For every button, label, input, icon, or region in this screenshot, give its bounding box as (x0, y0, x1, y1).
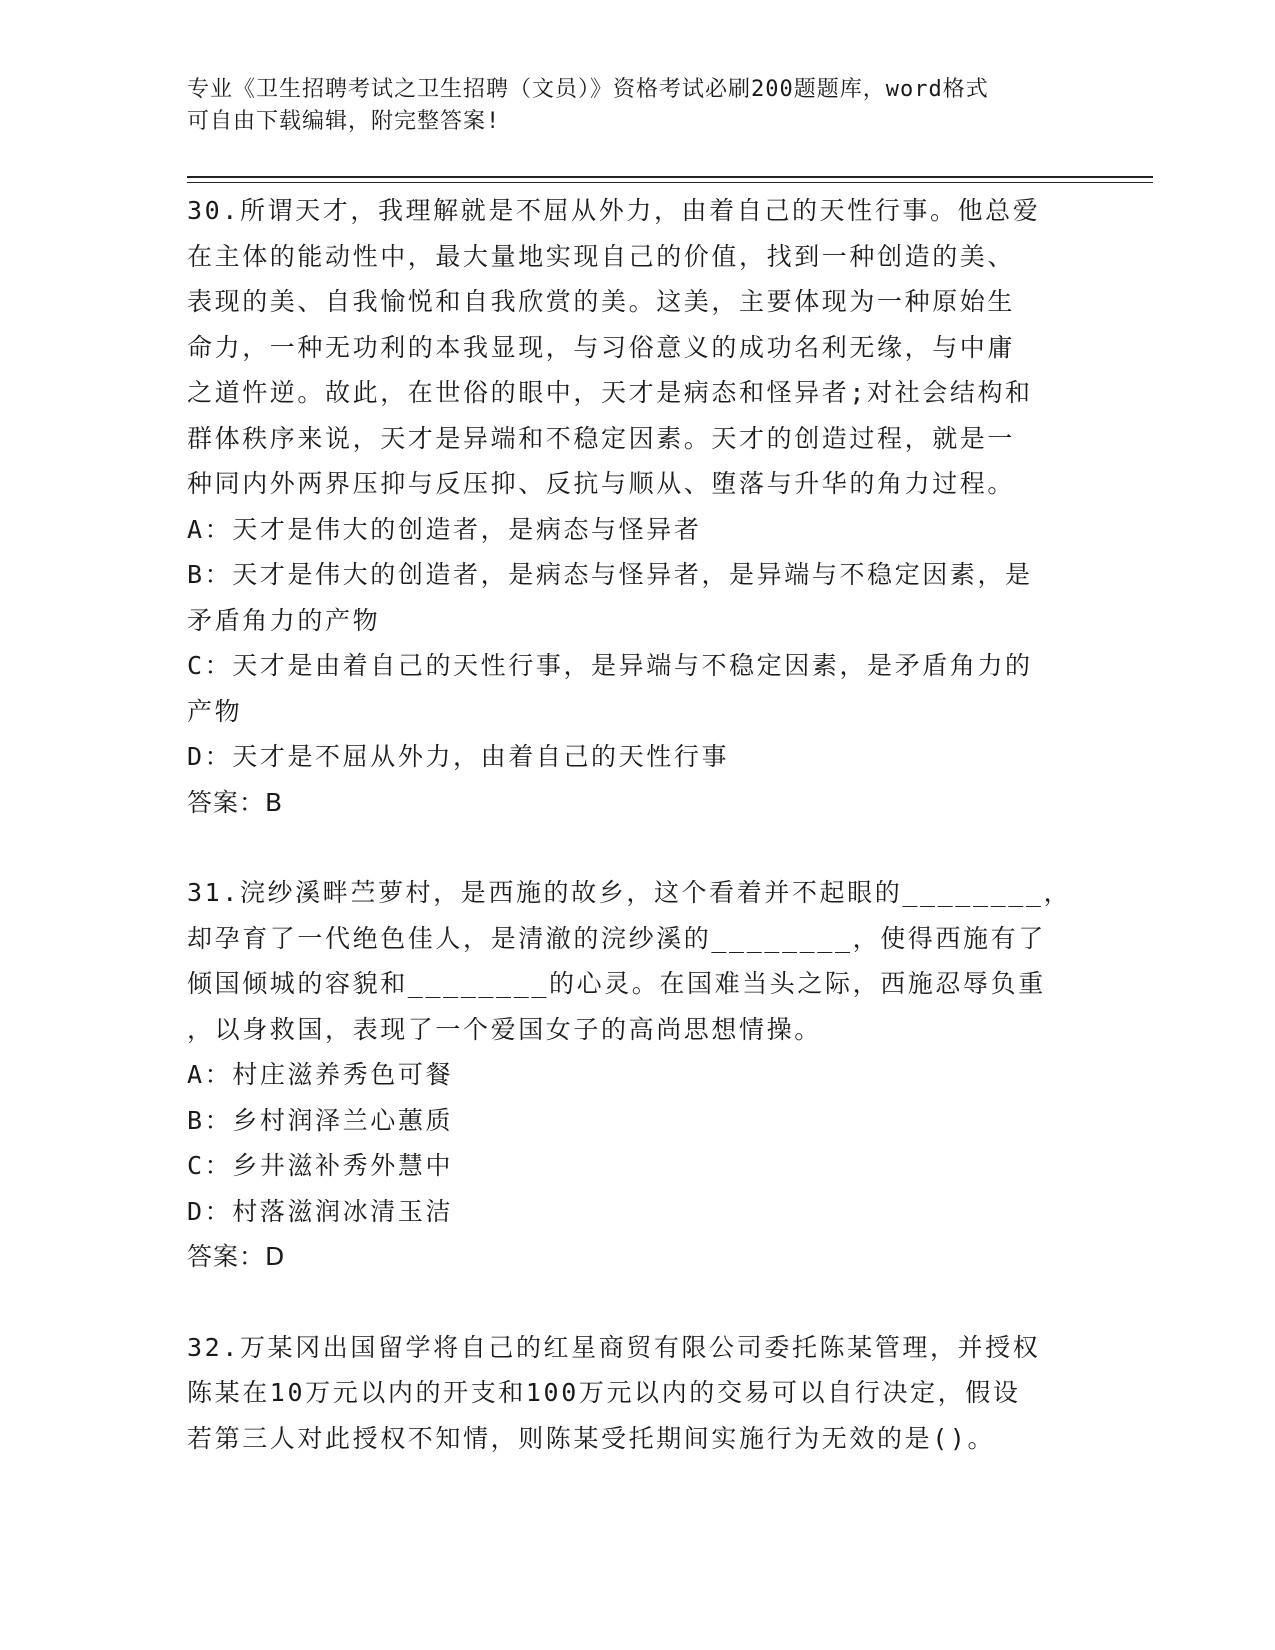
question-spacer (187, 825, 1077, 870)
header-divider-thick (187, 176, 1153, 178)
question-stem (187, 188, 1077, 507)
stem-line: 31.浣纱溪畔苎萝村，是西施的故乡，这个看着并不起眼的________， (187, 878, 1072, 907)
option-line: 矛盾角力的产物 (187, 605, 381, 635)
question-32 (187, 1325, 1077, 1462)
stem-line: 命力，一种无功利的本我显现，与习俗意义的成功名利无缘，与中庸 (187, 332, 1016, 362)
stem-line: 30.所谓天才，我理解就是不屈从外力，由着自己的天性行事。他总爱 (187, 196, 1041, 225)
header-line-1: 专业《卫生招聘考试之卫生招聘（文员）》资格考试必刷200题题库，word格式 (187, 77, 989, 102)
question-list (187, 188, 1077, 1461)
document-header (187, 74, 1067, 138)
option-line: B：乡村润泽兰心蕙质 (187, 1105, 454, 1135)
stem-line: 在主体的能动性中，最大量地实现自己的价值，找到一种创造的美、 (187, 241, 1016, 271)
question-31 (187, 870, 1077, 1280)
header-line-2: 可自由下载编辑，附完整答案! (187, 109, 501, 134)
answer-label: 答案：D (187, 1242, 286, 1271)
option-line: D：村落滋润冰清玉洁 (187, 1196, 454, 1226)
question-30 (187, 188, 1077, 825)
option-a (187, 507, 1077, 553)
option-c (187, 643, 1077, 734)
stem-line: 陈某在10万元以内的开支和100万元以内的交易可以自行决定，假设 (187, 1378, 1021, 1407)
stem-line: 若第三人对此授权不知情，则陈某受托期间实施行为无效的是()。 (187, 1423, 996, 1453)
stem-line: 之道忤逆。故此，在世俗的眼中，天才是病态和怪异者;对社会结构和 (187, 378, 1033, 407)
header-divider-thin (187, 182, 1153, 183)
option-b (187, 552, 1077, 643)
stem-line: 群体秩序来说，天才是异端和不稳定因素。天才的创造过程，就是一 (187, 423, 1016, 453)
option-line: A：村庄滋养秀色可餐 (187, 1060, 454, 1089)
option-line: B：天才是伟大的创造者，是病态与怪异者，是异端与不稳定因素，是 (187, 560, 1033, 589)
stem-line: 倾国倾城的容貌和________的心灵。在国难当头之际，西施忍辱负重 (187, 969, 1046, 998)
question-spacer (187, 1280, 1077, 1325)
option-line: 产物 (187, 696, 243, 726)
stem-line: 32.万某冈出国留学将自己的红星商贸有限公司委托陈某管理，并授权 (187, 1332, 1041, 1362)
option-c (187, 1143, 1077, 1189)
stem-line: 却孕育了一代绝色佳人，是清澈的浣纱溪的________，使得西施有了 (187, 923, 1046, 953)
question-stem (187, 870, 1077, 1052)
stem-line: ，以身救国，表现了一个爱国女子的高尚思想情操。 (187, 1014, 822, 1044)
question-stem (187, 1325, 1077, 1462)
option-line: C：天才是由着自己的天性行事，是异端与不稳定因素，是矛盾角力的 (187, 651, 1033, 680)
option-a (187, 1052, 1077, 1098)
option-line: A：天才是伟大的创造者，是病态与怪异者 (187, 514, 702, 544)
option-line: D：天才是不屈从外力，由着自己的天性行事 (187, 742, 730, 771)
option-b (187, 1098, 1077, 1144)
option-d (187, 734, 1077, 780)
option-line: C：乡井滋补秀外慧中 (187, 1151, 454, 1180)
option-d (187, 1189, 1077, 1235)
answer-label: 答案：B (187, 787, 284, 817)
stem-line: 种同内外两界压抑与反压抑、反抗与顺从、堕落与升华的角力过程。 (187, 469, 1016, 498)
stem-line: 表现的美、自我愉悦和自我欣赏的美。这美，主要体现为一种原始生 (187, 287, 1016, 316)
